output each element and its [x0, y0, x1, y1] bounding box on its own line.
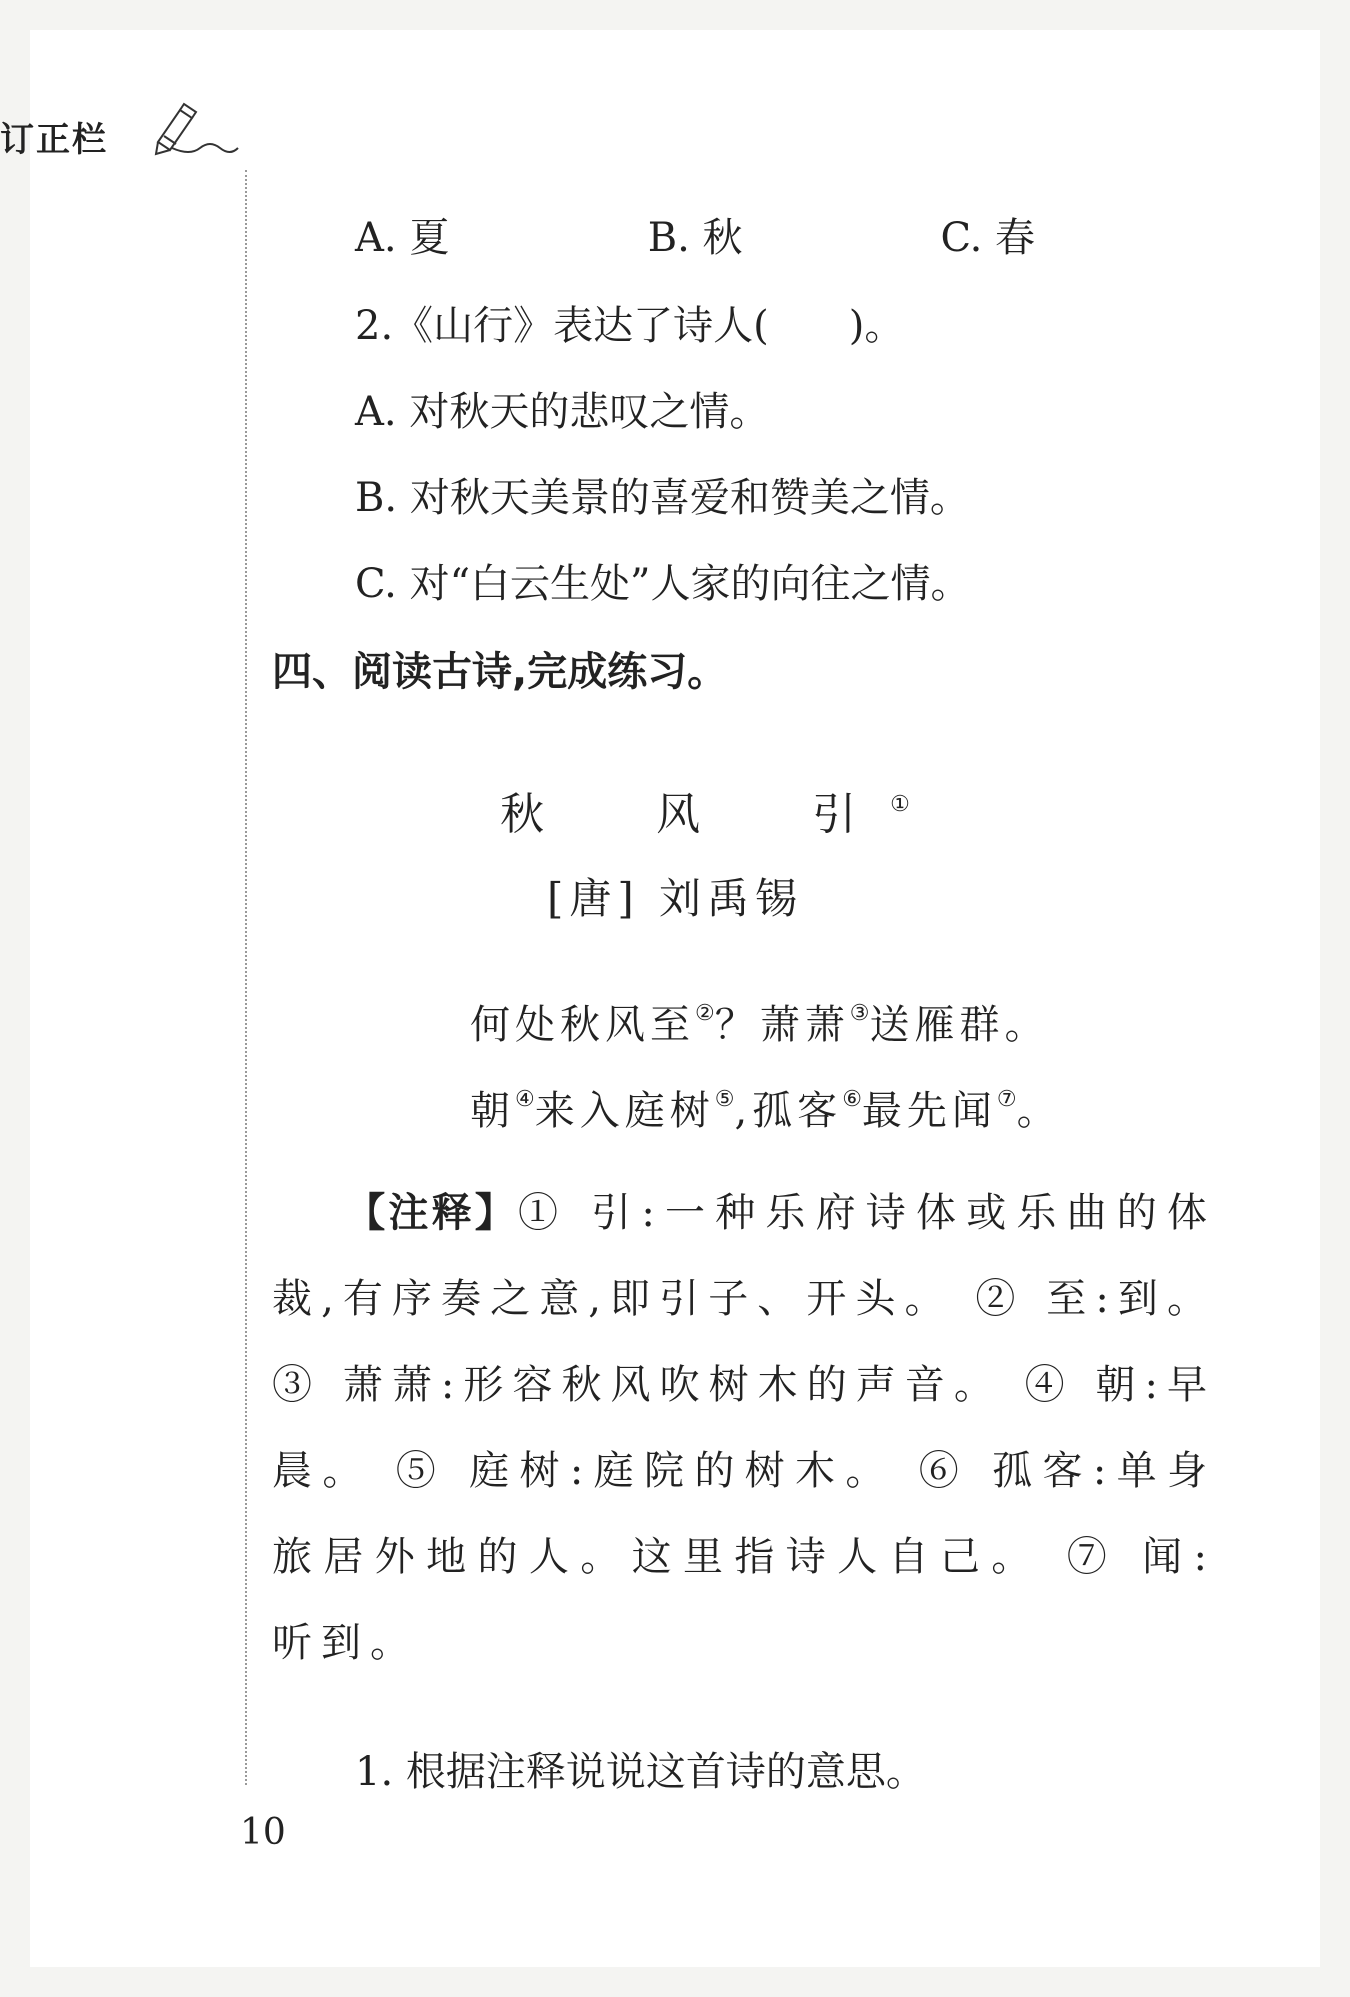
- poem-text: ,孤客: [734, 1088, 843, 1134]
- q2-option-a: A. 对秋天的悲叹之情。: [355, 389, 770, 435]
- q2-option-b: B. 对秋天美景的喜爱和赞美之情。: [355, 475, 970, 521]
- poem-text: 来入庭树: [534, 1088, 715, 1134]
- q2-option-c: C. 对“白云生处”人家的向往之情。: [355, 561, 971, 607]
- poem-text: ？萧萧: [714, 1002, 850, 1048]
- page-number: 10: [240, 1812, 286, 1853]
- poem-line-2: [470, 1076, 1062, 1135]
- poem-author: [唐] 刘禹锡: [546, 874, 804, 923]
- footnote-mark: ②: [695, 1001, 715, 1026]
- option-b: B. 秋: [647, 215, 743, 261]
- q2-prompt: 2.《山行》表达了诗人( )。: [355, 303, 905, 349]
- poem-title-text: 秋 风 引: [500, 789, 891, 840]
- margin-divider-line: [245, 170, 247, 1785]
- poem-text: 送雁群。: [869, 1002, 1050, 1048]
- annotations: [272, 1170, 1216, 1686]
- section-heading: 四、阅读古诗,完成练习。: [272, 649, 728, 695]
- footnote-mark: ⑦: [996, 1087, 1017, 1112]
- poem-text: 朝: [470, 1088, 515, 1134]
- footnote-mark: ③: [849, 1001, 870, 1026]
- q1-options: [355, 214, 1035, 262]
- footnote-mark: ④: [515, 1087, 535, 1112]
- correction-column-label: 订正栏: [0, 120, 108, 160]
- annotations-text: ① 引:一种乐府诗体或乐曲的体裁,有序奏之意,即引子、开头。 ② 至:到。 ③ 萧萧:形容秋风吹树木的声音。 ④ 朝:早晨。 ⑤ 庭树:庭院的树木。 ⑥ 孤客:单身旅居外地的人。这里指诗人自己。 ⑦ 闻:听到。: [272, 1190, 1216, 1666]
- question-1: 1. 根据注释说说这首诗的意思。: [355, 1749, 926, 1795]
- poem-text: 何处秋风至: [470, 1002, 695, 1048]
- poem-text: 。: [1016, 1088, 1062, 1134]
- pencil-icon: [150, 98, 240, 158]
- option-a: A. 夏: [355, 215, 450, 261]
- footnote-mark: ⑤: [714, 1087, 735, 1112]
- option-c: C. 春: [940, 215, 1036, 261]
- poem-line-1: [470, 990, 1049, 1049]
- poem-title: [0, 778, 1350, 842]
- poem-text: 最先闻: [861, 1088, 997, 1134]
- annotations-label: 【注释】: [344, 1190, 518, 1236]
- footnote-mark: ⑥: [842, 1087, 862, 1112]
- title-footnote-mark: ①: [890, 792, 910, 817]
